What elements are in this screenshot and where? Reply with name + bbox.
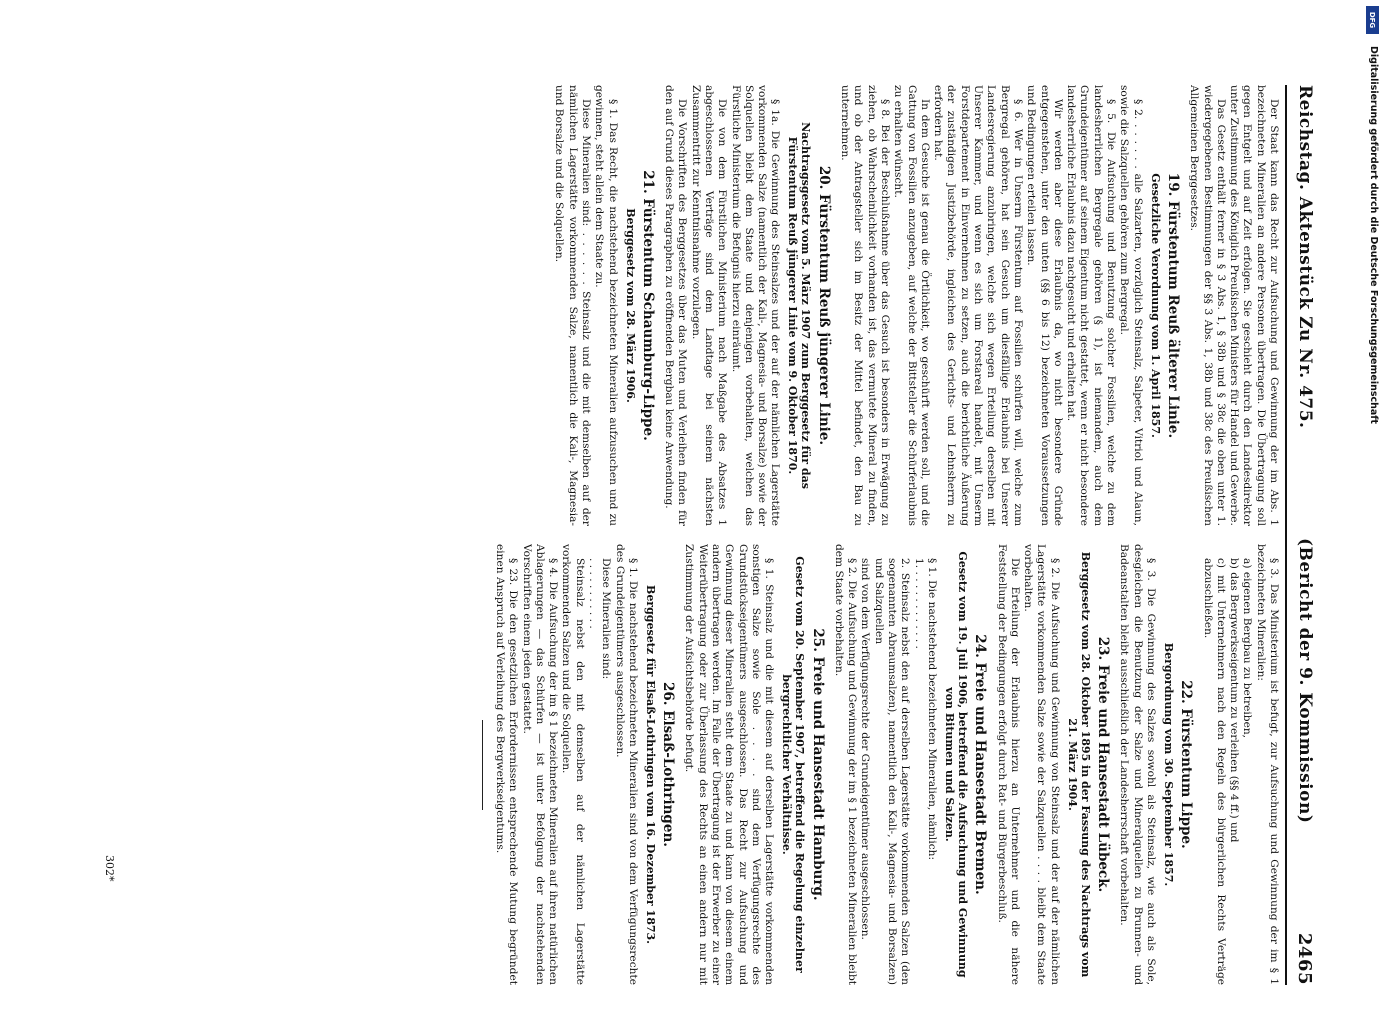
paragraph: Der Staat kann das Recht zur Aufsuchung und Gewinnung der im Abs. 1 bezeichneten Mineralien an andere Personen übertragen. Die Übertragung soll gegen Entgelt und auf Zeit erfolgen. Sie geschieht durch den Landesdirektor unter Zustimmung des Königlich Preußischen Ministers für Handel und Gewerbe. xyxy=(1228,85,1280,526)
list-item: b) das Bergwerkseigentum zu verleihen (§§ 4 ff.) und xyxy=(1228,558,1241,843)
section-heading: 20. Fürstentum Reuß jüngerer Linie. xyxy=(815,165,832,446)
paragraph: § 2. . . . . . . alle Salzarten, vorzüglich Steinsalz, Salpeter, Vitriol und Alaun, sowie die Salzquellen gehören zum Bergregal. xyxy=(1118,85,1144,526)
paragraph: § 1a. Die Gewinnung des Steinsalzes und der auf der nämlichen Lagerstätte vorkommenden Salze (namentlich der Kali-, Magnesia- und Borsalze) sowie der Solquellen bleibt dem Staate und denjenigen vorbehalten, welchen das Fürstliche Ministerium die Befugnis hierzu einräumt. xyxy=(729,85,782,526)
header-left: Reichstag. Aktenstück Zu Nr. 475. xyxy=(1295,85,1315,429)
paragraph: § 1. Die nachstehend bezeichneten Mineralien sind von dem Verfügungsrechte des Grundeigentümers ausgeschlossen. xyxy=(613,544,639,985)
paragraph: § 6. Wer in Unserm Fürstentum auf Fossilien schürfen will, welche zum Bergregal gehören, hat sein Gesuch um diesfällige Erlaubnis bei Unserer Landesregierung anzubringen, welche sich wegen Erteilung derselben mit Unserer Kammer, und wenn es sich um Forstareal handelt, mit Unserm Forstdepartement in Einvernehmen zu setzen, auch die berichtliche Äußerung der zuständigen Justizbehörde, ingleichen des Gerichts- und Lehnsherrn zu erfordern hat. xyxy=(932,85,1024,526)
section-heading: 24. Freie und Hansestadt Bremen. xyxy=(972,634,989,895)
law-title: Gesetz vom 19. Juli 1906, betreffend die Aufsuchung und Gewinnung von Bitumen und Salzen. xyxy=(942,551,969,978)
section-heading: 25. Freie und Hansestadt Hamburg. xyxy=(809,628,826,901)
header-center: (Bericht der 9. Kommission) xyxy=(1295,537,1315,824)
law-title: Gesetzliche Verordnung vom 1. April 1857. xyxy=(1148,173,1162,438)
paragraph: . . . . . . . . . . . xyxy=(587,558,600,629)
end-rule xyxy=(482,720,483,810)
paragraph: § 1. Die nachstehend bezeichneten Mineralien, nämlich: xyxy=(925,558,938,861)
list-item: 2. Steinsalz nebst den auf derselben Lagerstätte vorkommenden Salzen (den sogenannten Abraumsalzen), namentlich den Kali-, Magnesia- und Borsalzen) und Salzquellen xyxy=(872,558,912,985)
paragraph: § 1. Steinsalz und die mit diesem auf derselben Lagerstätte vorkommenden sonstigen Salze sowie Sole . . . . sind dem Verfügungsrechte des Grundstückseigentümers ausgeschlossen. Das Recht zur Aufsuchung und Gewinnung dieser Mineralien steht dem Staate zu und kann von diesem einem andern übertragen werden. Im Falle der Übertragung ist der Erwerber zu einer Weiterübertragung oder zur Überlassung des Rechts an einen andern nur mit Zustimmung der Aufsichtsbehörde befugt. xyxy=(683,544,776,985)
paragraph: § 3. Die Gewinnung des Salzes sowohl als Steinsalz, wie auch als Sole, desgleichen die Benutzung der Salze und Mineralquellen zu Brunnen- und Badeanstalten bleibt ausschließlich der Landesherrschaft vorbehalten. xyxy=(1118,544,1157,985)
paragraph: Steinsalz nebst den mit demselben auf der nämlichen Lagerstätte vorkommenden Salzen und die Solquellen. xyxy=(560,544,586,985)
page-number: 2465 xyxy=(1294,932,1316,985)
page-header xyxy=(1290,85,1320,985)
list-item: c) mit Unternehmern nach den Regeln des bürgerlichen Rechts Verträge abzuschließen. xyxy=(1201,558,1227,985)
column-left xyxy=(100,85,1280,526)
paragraph: sind von dem Verfügungsrechte der Grundeigentümer ausgeschlossen. xyxy=(859,558,872,940)
section-heading: 23. Freie und Hansestadt Lübeck. xyxy=(1095,636,1112,893)
paragraph: § 2. Die Aufsuchung und Gewinnung von Steinsalz und der auf der nämlichen Lagerstätte vorkommenden Salze sowie der Salzquellen . . . . bleibt dem Staate vorbehalten. xyxy=(1022,544,1061,985)
dfg-logo: DFG xyxy=(1366,6,1379,34)
list-item: 1. . . . . . . . . . . . . xyxy=(912,558,925,649)
rotated-document-page xyxy=(90,85,1320,985)
paragraph: In dem Gesuche ist genau die Örtlichkeit, wo geschürft werden soll, und die Gattung von Fossilien anzugeben, auf welche der Bittsteller die Schürferlaubnis zu erhalten wünscht. xyxy=(892,85,931,526)
law-title: Bergordnung vom 30. September 1857. xyxy=(1161,642,1175,887)
law-title: Berggesetz vom 28. März 1906. xyxy=(623,208,637,403)
signature-mark: 302* xyxy=(103,855,116,882)
digitization-note: Digitalisierung gefördert durch die Deutsche Forschungsgemeinschaft xyxy=(1368,46,1379,424)
paragraph: Die von dem Fürstlichen Ministerium nach Maßgabe des Absatzes 1 abgeschlossenen Verträge sind dem Landtage bei seinem nächsten Zusammentritt zur Kenntnisnahme vorzulegen. xyxy=(689,85,729,526)
law-title: Berggesetz für Elsaß-Lothringen vom 16. Dezember 1873. xyxy=(643,585,657,944)
paragraph: § 4. Die Aufsuchung der im § 1 bezeichneten Mineralien auf ihren natürlichen Ablagerungen — das Schürfen — ist unter Befolgung der nachstehenden Vorschriften einem jeden gestattet. xyxy=(520,544,560,985)
paragraph: Wir werden aber diese Erlaubnis da, wo nicht besondere Gründe entgegenstehen, unter den unten (§§ 6 bis 12) bezeichneten Voraussetzungen und Bedingungen erteilen lassen. xyxy=(1025,85,1064,526)
section-heading: 22. Fürstentum Lippe. xyxy=(1178,680,1195,849)
paragraph: Diese Mineralien sind: xyxy=(600,558,613,680)
paragraph: Die Erteilung der Erlaubnis hierzu an Unternehmer und die nähere Feststellung der Bedingungen erfolgt durch Rat- und Bürgerbeschluß. xyxy=(995,544,1021,985)
law-title: Berggesetz vom 28. Oktober 1895 in der Fassung des Nachtrags vom 21. März 1904. xyxy=(1065,551,1092,978)
header-rule xyxy=(1285,85,1287,985)
paragraph: § 8. Bei der Beschlußnahme über das Gesuch ist besonders in Erwägung zu ziehen, ob Wahrscheinlichkeit vorhanden ist, das vermutete Mineral zu finden, und ob der Antragsteller sich im Besitz der Mittel befindet, den Bau zu unternehmen. xyxy=(839,85,891,526)
law-title: Gesetz vom 20. September 1907, betreffend die Regelung einzelner bergrechtlicher Verhältnisse. xyxy=(780,556,807,973)
paragraph: § 5. Die Aufsuchung und Benutzung solcher Fossilien, welche zu dem landesherrlichen Bergregale gehören (§ 1), ist niemandem, auch dem Grundeigentümer auf seinem Eigentum nicht gestattet, wenn er nicht besondere landesherrliche Erlaubnis dazu nachgesucht und erhalten hat. xyxy=(1065,85,1118,526)
paragraph: § 2. Die Aufsuchung und Gewinnung der im § 1 bezeichneten Mineralien bleibt dem Staate vorbehalten. xyxy=(832,544,859,985)
law-title: Nachtragsgesetz vom 5. März 1907 zum Berggesetz für das Fürstentum Reuß jüngerer Linie vom 9. Oktober 1870. xyxy=(786,122,813,489)
text-columns xyxy=(100,85,1280,985)
column-right xyxy=(100,544,1280,985)
section-heading: 26. Elsaß-Lothringen. xyxy=(660,682,677,847)
paragraph: Das Gesetz enthält ferner in § 3 Abs. 1, § 38b und § 38c die oben unter 1. wiedergegebenen Bestimmungen der §§ 3 Abs. 1, 38b und 38c des Preußischen Allgemeinen Berggesetzes. xyxy=(1188,85,1227,526)
paragraph: Diese Mineralien sind: . . . . . . Steinsalz und die mit demselben auf der nämlichen Lagerstätte vorkommenden Salze, namentlich die Kali-, Magnesia- und Borsalze und die Solquellen. xyxy=(553,85,592,526)
list-item: a) eigenen Bergbau zu betreiben, xyxy=(1241,558,1254,739)
section-heading: 21. Fürstentum Schaumburg-Lippe. xyxy=(639,170,656,441)
section-heading: 19. Fürstentum Reuß älterer Linie. xyxy=(1164,172,1181,439)
digitization-credit xyxy=(1363,6,1379,996)
paragraph: § 3. Das Ministerium ist befugt, zur Aufsuchung und Gewinnung der im § 1 bezeichneten Mineralien: xyxy=(1254,544,1280,985)
paragraph: § 1. Das Recht, die nachstehend bezeichneten Mineralien aufzusuchen und zu gewinnen, steht allein dem Staate zu. xyxy=(593,85,619,526)
paragraph: Die Vorschriften des Berggesetzes über das Muten und Verleihen finden für den auf Grund dieses Paragraphen zu eröffnenden Bergbau keine Anwendung. xyxy=(663,85,689,526)
paragraph: § 23. Die den gesetzlichen Erfordernissen entsprechende Mutung begründet einen Anspruch auf Verleihung des Bergwerkseigentums. xyxy=(493,544,520,985)
